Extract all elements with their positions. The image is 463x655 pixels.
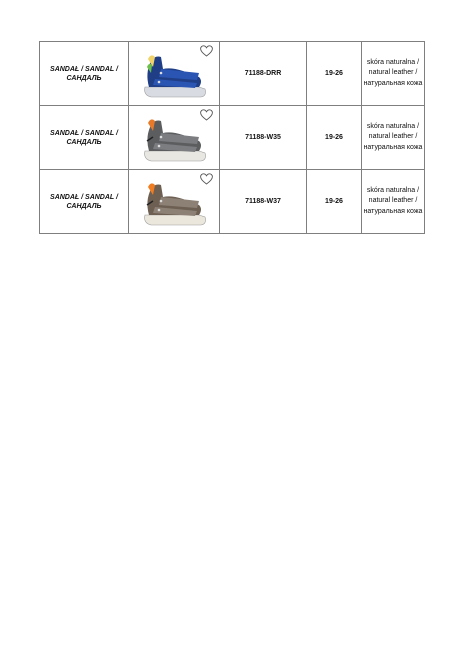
sandal-image: [139, 175, 209, 229]
favorite-heart-icon[interactable]: [200, 173, 213, 185]
table-row: [40, 106, 425, 170]
favorite-heart-icon[interactable]: [200, 109, 213, 121]
product-material: skóra naturalna / natural leather / натуральная кожа: [362, 42, 425, 106]
product-image-cell: [129, 106, 220, 170]
product-size: 19-26: [307, 106, 362, 170]
product-size: 19-26: [307, 170, 362, 234]
product-code: 71188-W37: [220, 170, 307, 234]
product-code: 71188-W35: [220, 106, 307, 170]
product-code: 71188-DRR: [220, 42, 307, 106]
product-size: 19-26: [307, 42, 362, 106]
table-row: [40, 42, 425, 106]
product-material: skóra naturalna / natural leather / натуральная кожа: [362, 106, 425, 170]
favorite-heart-icon[interactable]: [200, 45, 213, 57]
table-row: [40, 170, 425, 234]
product-material: skóra naturalna / natural leather / натуральная кожа: [362, 170, 425, 234]
product-name: SANDAŁ / SANDAL / САНДАЛЬ: [40, 106, 129, 170]
sandal-image: [139, 111, 209, 165]
product-table: [39, 41, 425, 234]
product-image-cell: [129, 170, 220, 234]
product-name: SANDAŁ / SANDAL / САНДАЛЬ: [40, 42, 129, 106]
product-name: SANDAŁ / SANDAL / САНДАЛЬ: [40, 170, 129, 234]
product-image-cell: [129, 42, 220, 106]
sandal-image: [139, 47, 209, 101]
